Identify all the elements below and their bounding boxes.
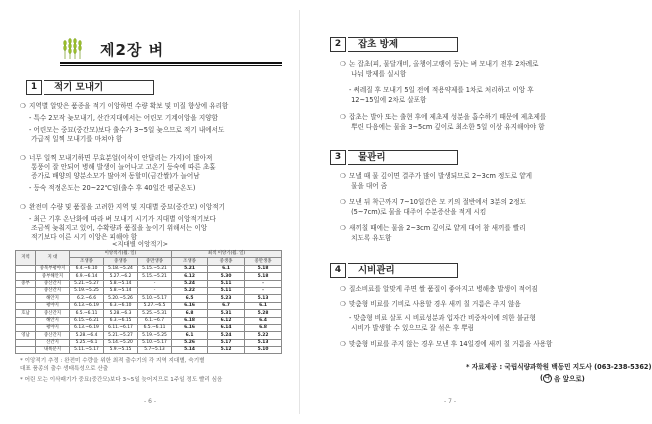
- bullet-symbol: ❍: [20, 102, 26, 110]
- bullet-symbol: ❍: [340, 300, 346, 308]
- td-period: 5.8.~5.14: [104, 287, 138, 294]
- paragraph-text: 질소비료를 알맞게 주면 쌀 품질이 좋아지고 병해충 발생이 적어짐: [349, 285, 538, 293]
- table-row: [16, 317, 282, 324]
- table-row: [16, 265, 282, 272]
- paragraph-line: [340, 96, 426, 105]
- paragraph-text: 모낼 때 물 깊이면 결주가 많이 발생되므로 2~3cm 정도로 얕게: [349, 172, 532, 180]
- paragraph-line: [20, 224, 207, 233]
- page-number-right: - 7 -: [444, 398, 456, 405]
- th-best-period: 최적 이앙기(월. 일): [172, 251, 282, 258]
- section-heading-3: [330, 150, 460, 165]
- td-best-period: 5.22: [172, 287, 208, 294]
- th-region: 지역: [16, 251, 36, 266]
- th-best-mid: 중생종: [208, 258, 245, 265]
- section-title: 물관리: [348, 150, 458, 165]
- td-period: 5.19.~5.25: [138, 332, 172, 339]
- table-row: [16, 324, 282, 331]
- section-title: 잡초 방제: [348, 37, 458, 52]
- td-region: [16, 317, 36, 324]
- td-best-period: 5.11: [208, 280, 245, 287]
- footnote-3: * 어린 모는 이삭패기가 중묘(중간모)보다 3~5일 늦어지므로 1주일 정도 빨리 심음: [20, 377, 223, 383]
- td-period: 6.4.~6.10: [70, 265, 104, 272]
- td-period: -: [138, 280, 172, 287]
- td-best-period: 6.12: [208, 317, 245, 324]
- footnote-1: * 이앙적기 추정 : 완전미 수량을 위한 최적 출수기의 각 지역 지대별, 숙기별: [20, 358, 205, 364]
- paragraph-text: - 특수 2모작 늦모내기, 산간지대에서는 어린모 기계이앙을 지양함: [29, 114, 218, 122]
- paragraph-text: 조금씩 늦춰지고 있어, 수확량과 품질을 높이기 위해서는 이앙: [29, 224, 208, 232]
- paragraph-line: [340, 208, 486, 217]
- td-period: -: [138, 287, 172, 294]
- td-best-period: 5.26: [172, 339, 208, 346]
- td-region: [16, 265, 36, 272]
- paragraph-text: 치도록 유도함: [349, 234, 392, 242]
- td-period: 5.25.~6.1: [70, 339, 104, 346]
- td-period: 5.25.~5.31: [138, 310, 172, 317]
- td-best-period: 5.13: [245, 295, 282, 302]
- paragraph-line: [20, 215, 216, 224]
- paragraph-text: 너무 일찍 모내기하면 무효분얼(이삭이 안달리는 가지)이 많아져: [29, 154, 213, 162]
- paragraph-text: 잡초는 발아 또는 출현 후에 제초제 성분을 흡수하기 때문에 제초제를: [349, 113, 547, 121]
- th-late: 중만생종: [138, 258, 172, 265]
- td-zone: 중산간지: [36, 280, 70, 287]
- paragraph-text: - 등숙 적정온도는 20~22℃임(출수 후 40일간 평균온도): [29, 184, 196, 192]
- table-row: [16, 310, 282, 317]
- paragraph-text: 나눠 방제를 실시함: [349, 70, 407, 78]
- td-period: 5.9.~5.15: [104, 347, 138, 354]
- td-best-period: 5.18: [245, 273, 282, 280]
- td-best-period: 5.30: [208, 273, 245, 280]
- paragraph-line: [20, 163, 216, 172]
- bullet-symbol: ❍: [340, 60, 346, 68]
- paragraph-line: [340, 224, 526, 233]
- paragraph-line: [340, 300, 521, 309]
- paragraph-text: 맞춤형 비료를 기비로 사용할 경우 새끼 칠 거름은 주지 않음: [349, 300, 521, 308]
- continue-note: ( 다 음 앞으로): [540, 374, 585, 383]
- td-zone: 중산간지: [36, 332, 70, 339]
- bullet-symbol: ❍: [20, 154, 26, 162]
- paragraph-text: 맞춤형 비료를 주지 않는 경우 모낸 후 14일경에 새끼 칠 거름을 사용함: [349, 340, 553, 348]
- table-row: [16, 339, 282, 346]
- td-region: [16, 347, 36, 354]
- paragraph-line: [340, 234, 391, 243]
- section-number: 2: [330, 37, 346, 52]
- td-best-period: 5.21: [172, 265, 208, 272]
- td-period: 5.7~5.13: [138, 347, 172, 354]
- chapter-title: 제2장 벼: [100, 41, 165, 59]
- table-caption: <지대별 이앙적기>: [112, 240, 168, 248]
- td-period: 5.19.~5.25: [70, 287, 104, 294]
- paragraph-line: [340, 86, 534, 95]
- td-best-period: 6.1: [245, 302, 282, 309]
- paragraph-text: 새끼칠 때에는 물을 2~3cm 깊이로 얕게 대어 참 새끼를 빨리: [349, 224, 526, 232]
- td-zone: 평야지: [36, 302, 70, 309]
- th-early: 조생종: [70, 258, 104, 265]
- td-best-period: 5.24: [172, 280, 208, 287]
- td-zone: 해안지: [36, 317, 70, 324]
- td-zone: 중부해안지: [36, 273, 70, 280]
- td-period: 6.9.~6.14: [70, 273, 104, 280]
- paragraph-text: - 최근 기후 온난화에 따라 벼 모내기 시기가 지대별 이앙적기보다: [29, 215, 216, 223]
- transplant-period-table: [15, 250, 281, 354]
- td-best-period: 6.4: [245, 317, 282, 324]
- bullet-symbol: ❍: [340, 340, 346, 348]
- td-period: 6.11.~6.17: [104, 324, 138, 331]
- th-best-late: 중만생종: [245, 258, 282, 265]
- td-region: 호남: [16, 310, 36, 317]
- td-region: [16, 339, 36, 346]
- th-period: 이앙적기(월. 일): [70, 251, 172, 258]
- td-best-period: 5.28: [245, 310, 282, 317]
- td-period: 6.2.~6.6: [70, 295, 104, 302]
- td-best-period: 6.12: [172, 273, 208, 280]
- td-best-period: 5.14: [172, 347, 208, 354]
- td-period: 5.27.~6.2: [104, 273, 138, 280]
- td-zone: 해안지: [36, 295, 70, 302]
- td-period: 5.27.~6.5: [138, 302, 172, 309]
- td-best-period: 5.11: [208, 287, 245, 294]
- wheat-icon: [60, 36, 84, 60]
- td-best-period: -: [245, 280, 282, 287]
- td-zone: 내륙분지: [36, 347, 70, 354]
- section-heading-4: [330, 263, 460, 278]
- paragraph-text: 논 잡초(피, 물달개비, 올챙이고랭이 등)는 벼 모내기 전후 2차례로: [349, 60, 539, 68]
- paragraph-line: [340, 70, 406, 79]
- td-best-period: 6.7: [208, 302, 245, 309]
- section-heading-1: [26, 80, 156, 95]
- td-period: 5.15.~5.21: [138, 265, 172, 272]
- td-best-period: 6.8: [172, 310, 208, 317]
- table-row: [16, 295, 282, 302]
- paragraph-text: - 어린모는 중묘(중간모)보다 출수가 3~5일 늦으므로 적기 내에서도: [29, 126, 225, 134]
- section-heading-2: [330, 37, 460, 52]
- td-period: 5.14.~5.20: [104, 339, 138, 346]
- provider-star: *: [466, 363, 470, 371]
- td-period: 6.13.~6.19: [70, 302, 104, 309]
- th-zone: 지 대: [36, 251, 70, 266]
- td-region: 영남: [16, 332, 36, 339]
- td-period: 5.18.~5.24: [104, 265, 138, 272]
- paragraph-line: [20, 114, 218, 123]
- paragraph-text: 뿌린 다음에는 물을 3~5cm 깊이로 최소한 5일 이상 유지해야야 함: [349, 123, 545, 131]
- td-period: 6.5.~6.11: [138, 324, 172, 331]
- paragraph-line: [340, 314, 536, 323]
- td-period: 5.21.~5.27: [70, 280, 104, 287]
- continue-circle: 다: [544, 374, 551, 381]
- table-row: [16, 287, 282, 294]
- td-period: 6.3.~6.15: [104, 317, 138, 324]
- td-best-period: 6.14: [208, 324, 245, 331]
- paragraph-line: [340, 340, 552, 349]
- table-row: [16, 302, 282, 309]
- paragraph-line: [340, 172, 532, 181]
- paragraph-line: [20, 126, 224, 135]
- td-best-period: 5.22: [245, 332, 282, 339]
- table-row: [16, 347, 282, 354]
- right-page: [300, 0, 652, 424]
- td-period: 6.13.~6.19: [70, 324, 104, 331]
- td-period: 5.21.~5.27: [104, 332, 138, 339]
- paragraph-line: [20, 184, 195, 193]
- paragraph-text: 지역별 알맞은 품종을 적기 이앙하면 수량 확보 및 미질 향상에 유리함: [29, 102, 229, 110]
- bullet-symbol: ❍: [340, 285, 346, 293]
- paragraph-text: 적기보다 이른 시기 이앙은 피해야 함: [29, 233, 138, 241]
- td-period: 5.15.~5.21: [138, 273, 172, 280]
- paragraph-line: [340, 198, 526, 207]
- bullet-symbol: ❍: [340, 172, 346, 180]
- paragraph-text: 시비가 발생할 수 있으므로 잘 섞은 후 뿌림: [349, 324, 475, 332]
- td-period: 5.10.~5.17: [138, 339, 172, 346]
- td-zone: 중산간지: [36, 310, 70, 317]
- table-row: [16, 332, 282, 339]
- paragraph-line: [340, 182, 387, 191]
- td-period: 5.28.~6.3: [104, 310, 138, 317]
- td-region: [16, 287, 36, 294]
- td-region: [16, 295, 36, 302]
- section-title: 시비관리: [348, 263, 458, 278]
- td-best-period: 5.10: [245, 347, 282, 354]
- td-best-period: 5.17: [208, 339, 245, 346]
- bullet-symbol: ❍: [340, 224, 346, 232]
- td-best-period: 6.8: [245, 324, 282, 331]
- paragraph-line: [340, 285, 538, 294]
- chapter-rule: [60, 62, 282, 64]
- td-best-period: 6.16: [172, 302, 208, 309]
- td-period: 5.28.~6.4: [70, 332, 104, 339]
- paragraph-text: 통풍이 잘 안되어 병해 발생이 늘어나고 고온기 등숙에 따른 초홀: [29, 163, 216, 171]
- td-period: 5.20.~5.26: [104, 295, 138, 302]
- section-number: 4: [330, 263, 346, 278]
- bullet-symbol: ❍: [340, 198, 346, 206]
- paragraph-text: 증가로 배양의 양분소모가 많아져 동할미(금간쌀)가 늘어남: [29, 172, 200, 180]
- table-row: [16, 273, 282, 280]
- td-period: 5.8.~5.14: [104, 280, 138, 287]
- chapter-rule-thin: [60, 65, 282, 66]
- td-best-period: 6.5: [172, 295, 208, 302]
- bullet-symbol: ❍: [340, 113, 346, 121]
- td-period: 5.11.~5.17: [70, 347, 104, 354]
- td-zone: 평야지: [36, 324, 70, 331]
- td-period: 6.1.~6.7: [138, 317, 172, 324]
- td-best-period: -: [245, 287, 282, 294]
- paragraph-text: 12~15일에 2차로 살포함: [349, 96, 427, 104]
- paragraph-line: [20, 135, 122, 144]
- paragraph-line: [340, 60, 539, 69]
- th-mid: 중생종: [104, 258, 138, 265]
- provider-phone: (063-238-5362): [594, 363, 652, 371]
- paragraph-text: 물을 대어 줌: [349, 182, 388, 190]
- paragraph-text: 가급적 일찍 모내기를 마쳐야 함: [29, 135, 123, 143]
- td-region: [16, 324, 36, 331]
- paragraph-text: - 맞춤형 비료 살포 시 비료성분과 입자간 비중차이에 의한 불균형: [349, 314, 536, 322]
- td-region: [16, 302, 36, 309]
- data-provider: [466, 361, 652, 371]
- paragraph-line: [20, 154, 212, 163]
- provider-label: 자료제공 : 국립식량과학원 백동민 지도사: [471, 363, 592, 371]
- paragraph-text: (5~7cm)로 물을 대주어 수분증산을 적게 시킴: [349, 208, 487, 216]
- td-period: 6.5.~6.11: [70, 310, 104, 317]
- left-page: [0, 0, 300, 424]
- table-row: [16, 280, 282, 287]
- paragraph-text: - 써레질 후 모내기 5일 전에 적용약제를 1차로 처리하고 이앙 후: [349, 86, 534, 94]
- page-number-left: - 6 -: [144, 398, 156, 405]
- td-best-period: 5.24: [208, 332, 245, 339]
- td-best-period: 5.13: [245, 339, 282, 346]
- paragraph-text: 완전미 수량 및 품질을 고려한 지역 및 지대별 중묘(중간모) 이앙적기: [29, 203, 225, 211]
- paragraph-line: [340, 113, 546, 122]
- footnote-2: 대표 품종의 출수 생태특성으로 산출: [20, 366, 109, 372]
- td-best-period: 5.23: [208, 295, 245, 302]
- section-number: 3: [330, 150, 346, 165]
- paragraph-text: 모낸 뒤 착근까지 7~10일간은 모 키의 절반에서 3분의 2정도: [349, 198, 527, 206]
- td-period: 6.15.~6.21: [70, 317, 104, 324]
- paragraph-line: [340, 123, 545, 132]
- td-best-period: 6.1: [208, 265, 245, 272]
- td-best-period: 5.31: [208, 310, 245, 317]
- paragraph-line: [340, 324, 474, 333]
- paragraph-line: [20, 102, 228, 111]
- td-zone: 산간지: [36, 339, 70, 346]
- bullet-symbol: ❍: [20, 203, 26, 211]
- td-region: [16, 273, 36, 280]
- td-zone: 중산간지: [36, 287, 70, 294]
- section-number: 1: [26, 80, 42, 95]
- th-best-early: 조생종: [172, 258, 208, 265]
- section-title: 적기 모내기: [44, 80, 154, 95]
- td-best-period: 6.16: [172, 324, 208, 331]
- continue-label: 음 앞으로): [554, 375, 585, 383]
- td-best-period: 5.12: [208, 347, 245, 354]
- paragraph-line: [20, 203, 225, 212]
- td-region: 중부: [16, 280, 36, 287]
- td-period: 6.3.~6.10: [104, 302, 138, 309]
- paragraph-line: [20, 172, 200, 181]
- td-period: 5.10.~5.17: [138, 295, 172, 302]
- td-best-period: 6.18: [172, 317, 208, 324]
- td-zone: 중북부평야지: [36, 265, 70, 272]
- td-best-period: 6.1: [172, 332, 208, 339]
- td-best-period: 5.18: [245, 265, 282, 272]
